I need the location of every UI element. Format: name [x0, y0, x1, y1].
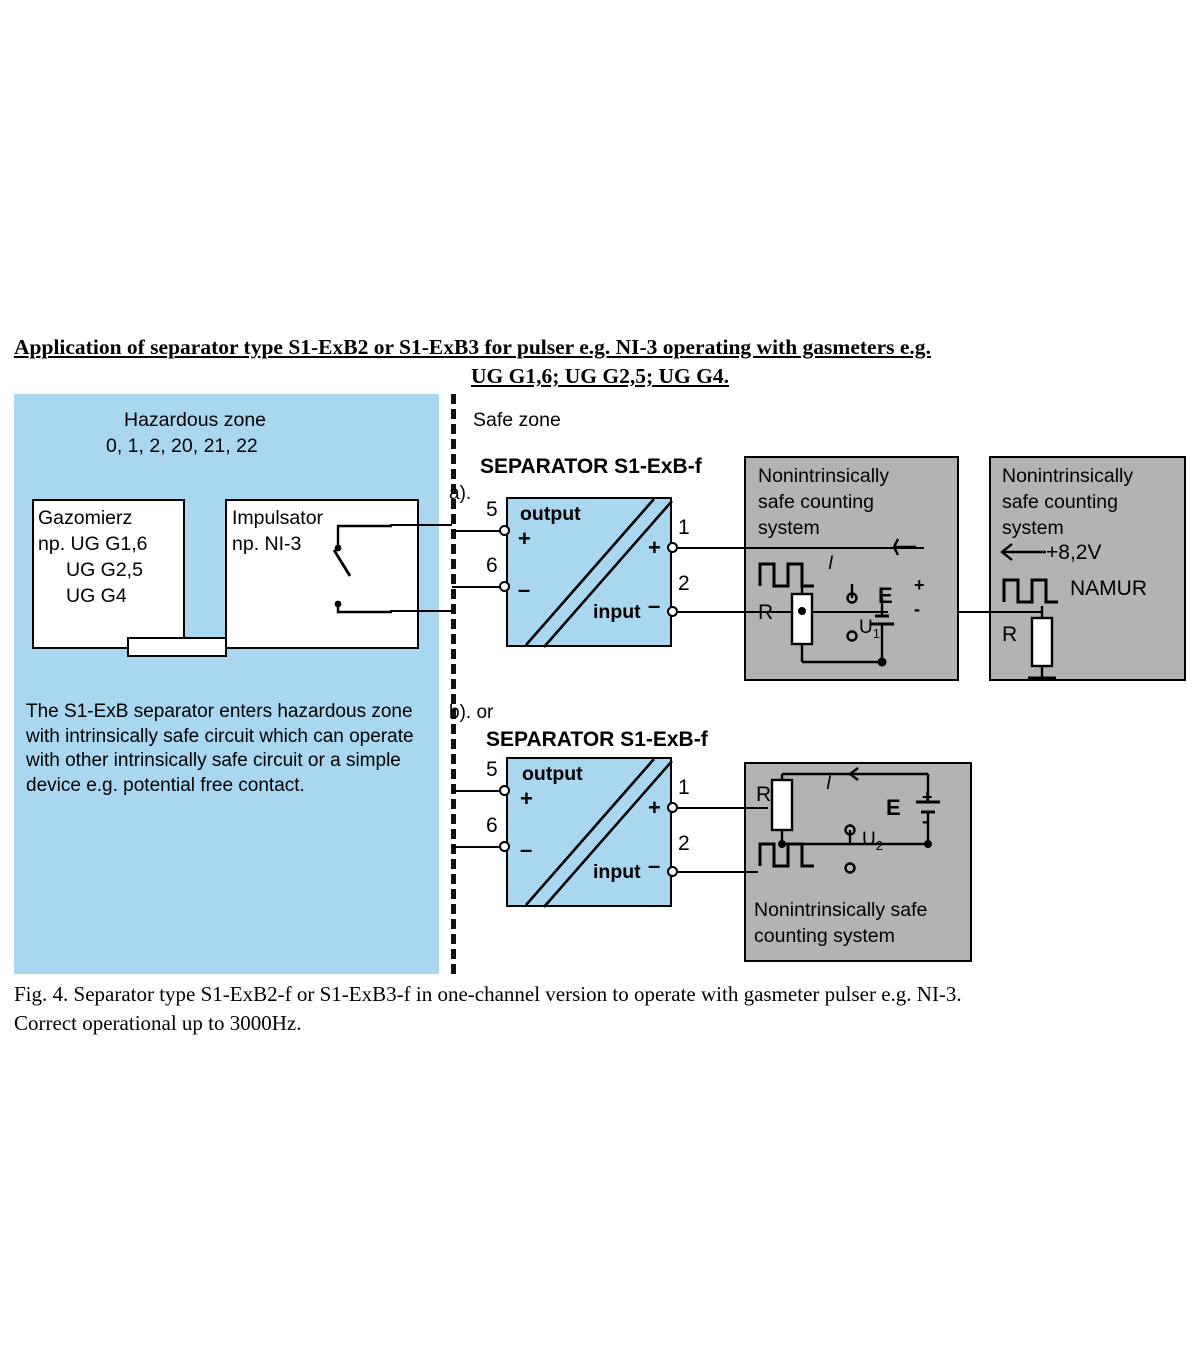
variant-a-marker: a). — [449, 483, 472, 504]
reed-switch-symbol — [332, 512, 452, 642]
voltage-label-cs1: $U_1$ — [859, 617, 880, 641]
variant-a-terminal-5: 5 — [486, 498, 498, 521]
variant-b-terminal-1: 1 — [678, 776, 690, 799]
wire-cs1-to-cs2 — [959, 611, 1042, 613]
variant-b-terminal-6-node — [499, 841, 510, 852]
title-line-1: Application of separator type S1-ExB2 or S1-ExB3 for pulser e.g. NI-3 operating with gasmeters e.g. — [14, 335, 931, 359]
pulse-waveform-icon-3 — [758, 836, 818, 872]
variant-b-terminal-2: 2 — [678, 832, 690, 855]
variant-b-output-label: output — [522, 763, 583, 785]
variant-a-input-plus: + — [648, 535, 661, 560]
variant-b-terminal-5: 5 — [486, 758, 498, 781]
cs2-resistor — [1026, 606, 1086, 686]
source-plus-cs3: + — [922, 787, 933, 807]
current-label-cs1: I — [828, 553, 834, 574]
source-minus-cs3: - — [922, 811, 928, 831]
variant-b-terminal-1-node — [667, 802, 678, 813]
caption-line-1: Fig. 4. Separator type S1-ExB2-f or S1-ExB3-f in one-channel version to operate with gasmeter pulser e.g. NI-3. — [14, 982, 962, 1006]
wire-a1-to-cs1 — [678, 547, 924, 549]
variant-a-terminal-2: 2 — [678, 572, 690, 595]
source-label-cs1: E — [878, 583, 893, 608]
gasmeter-label-3: UG G2,5 — [66, 559, 143, 581]
gasmeter-label-1: Gazomierz — [38, 507, 133, 529]
diagram-figure — [14, 394, 1186, 974]
gasmeter-label-2: np. UG G1,6 — [38, 533, 148, 555]
variant-a-terminal-1-node — [667, 542, 678, 553]
variant-b-output-minus: – — [520, 837, 533, 862]
variant-a-terminal-1: 1 — [678, 516, 690, 539]
variant-a-terminal-5-node — [499, 525, 510, 536]
variant-b-input-label: input — [593, 861, 641, 883]
pulse-waveform-icon-2 — [1002, 572, 1062, 608]
variant-a-output-minus: – — [518, 577, 531, 602]
caption-line-2: Correct operational up to 3000Hz. — [14, 1010, 302, 1035]
source-plus-cs1: + — [914, 575, 925, 595]
counting-system-1-line-3: system — [758, 517, 820, 539]
variant-a-terminal-6-node — [499, 581, 510, 592]
variant-b-terminal-5-node — [499, 785, 510, 796]
wire-a-6-to-zone — [452, 586, 500, 588]
wire-b-6-to-zone — [452, 846, 500, 848]
hazardous-zone-label-1: Hazardous zone — [124, 409, 267, 431]
page-title — [14, 333, 1186, 390]
variant-b-input-minus: – — [648, 853, 661, 878]
source-minus-cs1: - — [914, 599, 920, 619]
coupling-bar — [127, 637, 227, 657]
variant-b-input-plus: + — [648, 795, 661, 820]
variant-a-output-plus: + — [518, 526, 531, 551]
hazardous-zone-area — [14, 394, 439, 974]
variant-a-output-label: output — [520, 503, 581, 525]
title-line-2: UG G1,6; UG G2,5; UG G4. — [471, 363, 729, 388]
variant-b-separator-title: SEPARATOR S1-ExB-f — [486, 728, 708, 751]
counting-system-1-line-1: Nonintrinsically — [758, 465, 890, 487]
resistor-label-cs2: R — [1002, 623, 1018, 646]
wire-b2-to-cs3 — [678, 871, 758, 873]
wire-pulser-bottom — [390, 610, 452, 612]
voltage-label-cs3: $U_2$ — [862, 829, 883, 853]
wire-a-5-to-zone — [452, 530, 500, 532]
separator-note: The S1-ExB separator enters hazardous zone with intrinsically safe circuit which can operate with other intrinsically safe circuit or a simple device e.g. potential free contact. — [26, 701, 414, 797]
variant-b-output-plus: + — [520, 786, 533, 811]
current-label-cs3: I — [826, 773, 832, 794]
variant-a-terminal-2-node — [667, 606, 678, 617]
resistor-label-cs3: R — [756, 783, 772, 806]
counting-system-1-line-2: safe counting — [758, 491, 875, 513]
counting-system-3-line-1: Nonintrinsically safe — [754, 899, 928, 921]
source-label-cs3: E — [886, 795, 901, 820]
variant-b-terminal-2-node — [667, 866, 678, 877]
pulser-label-1: Impulsator — [232, 507, 324, 529]
variant-b-marker: b). or — [449, 702, 494, 723]
counting-system-2-line-3: system — [1002, 517, 1064, 539]
wire-b1-to-cs3 — [678, 807, 768, 809]
pulser-label-2: np. NI-3 — [232, 533, 302, 555]
figure-caption — [14, 980, 1174, 1038]
counting-system-2-line-2: safe counting — [1002, 491, 1119, 513]
hazardous-zone-label-2: 0, 1, 2, 20, 21, 22 — [106, 435, 258, 457]
supply-voltage-label-cs2: +8,2V — [1046, 541, 1102, 564]
counting-system-2-line-1: Nonintrinsically — [1002, 465, 1134, 487]
resistor-label-cs1: R — [758, 601, 774, 624]
variant-a-input-minus: – — [648, 593, 661, 618]
current-arrow-cs1 — [894, 537, 934, 559]
variant-a-terminal-6: 6 — [486, 554, 498, 577]
safe-zone-label: Safe zone — [473, 409, 561, 431]
counting-system-3-line-2: counting system — [754, 925, 895, 947]
variant-a-separator-title: SEPARATOR S1-ExB-f — [480, 455, 702, 478]
zone-divider — [451, 394, 456, 974]
namur-label-cs2: NAMUR — [1070, 577, 1147, 600]
variant-b-terminal-6: 6 — [486, 814, 498, 837]
wire-b-5-to-zone — [452, 790, 500, 792]
gasmeter-label-4: UG G4 — [66, 585, 127, 607]
wire-pulser-top — [390, 524, 452, 526]
variant-a-input-label: input — [593, 601, 641, 623]
